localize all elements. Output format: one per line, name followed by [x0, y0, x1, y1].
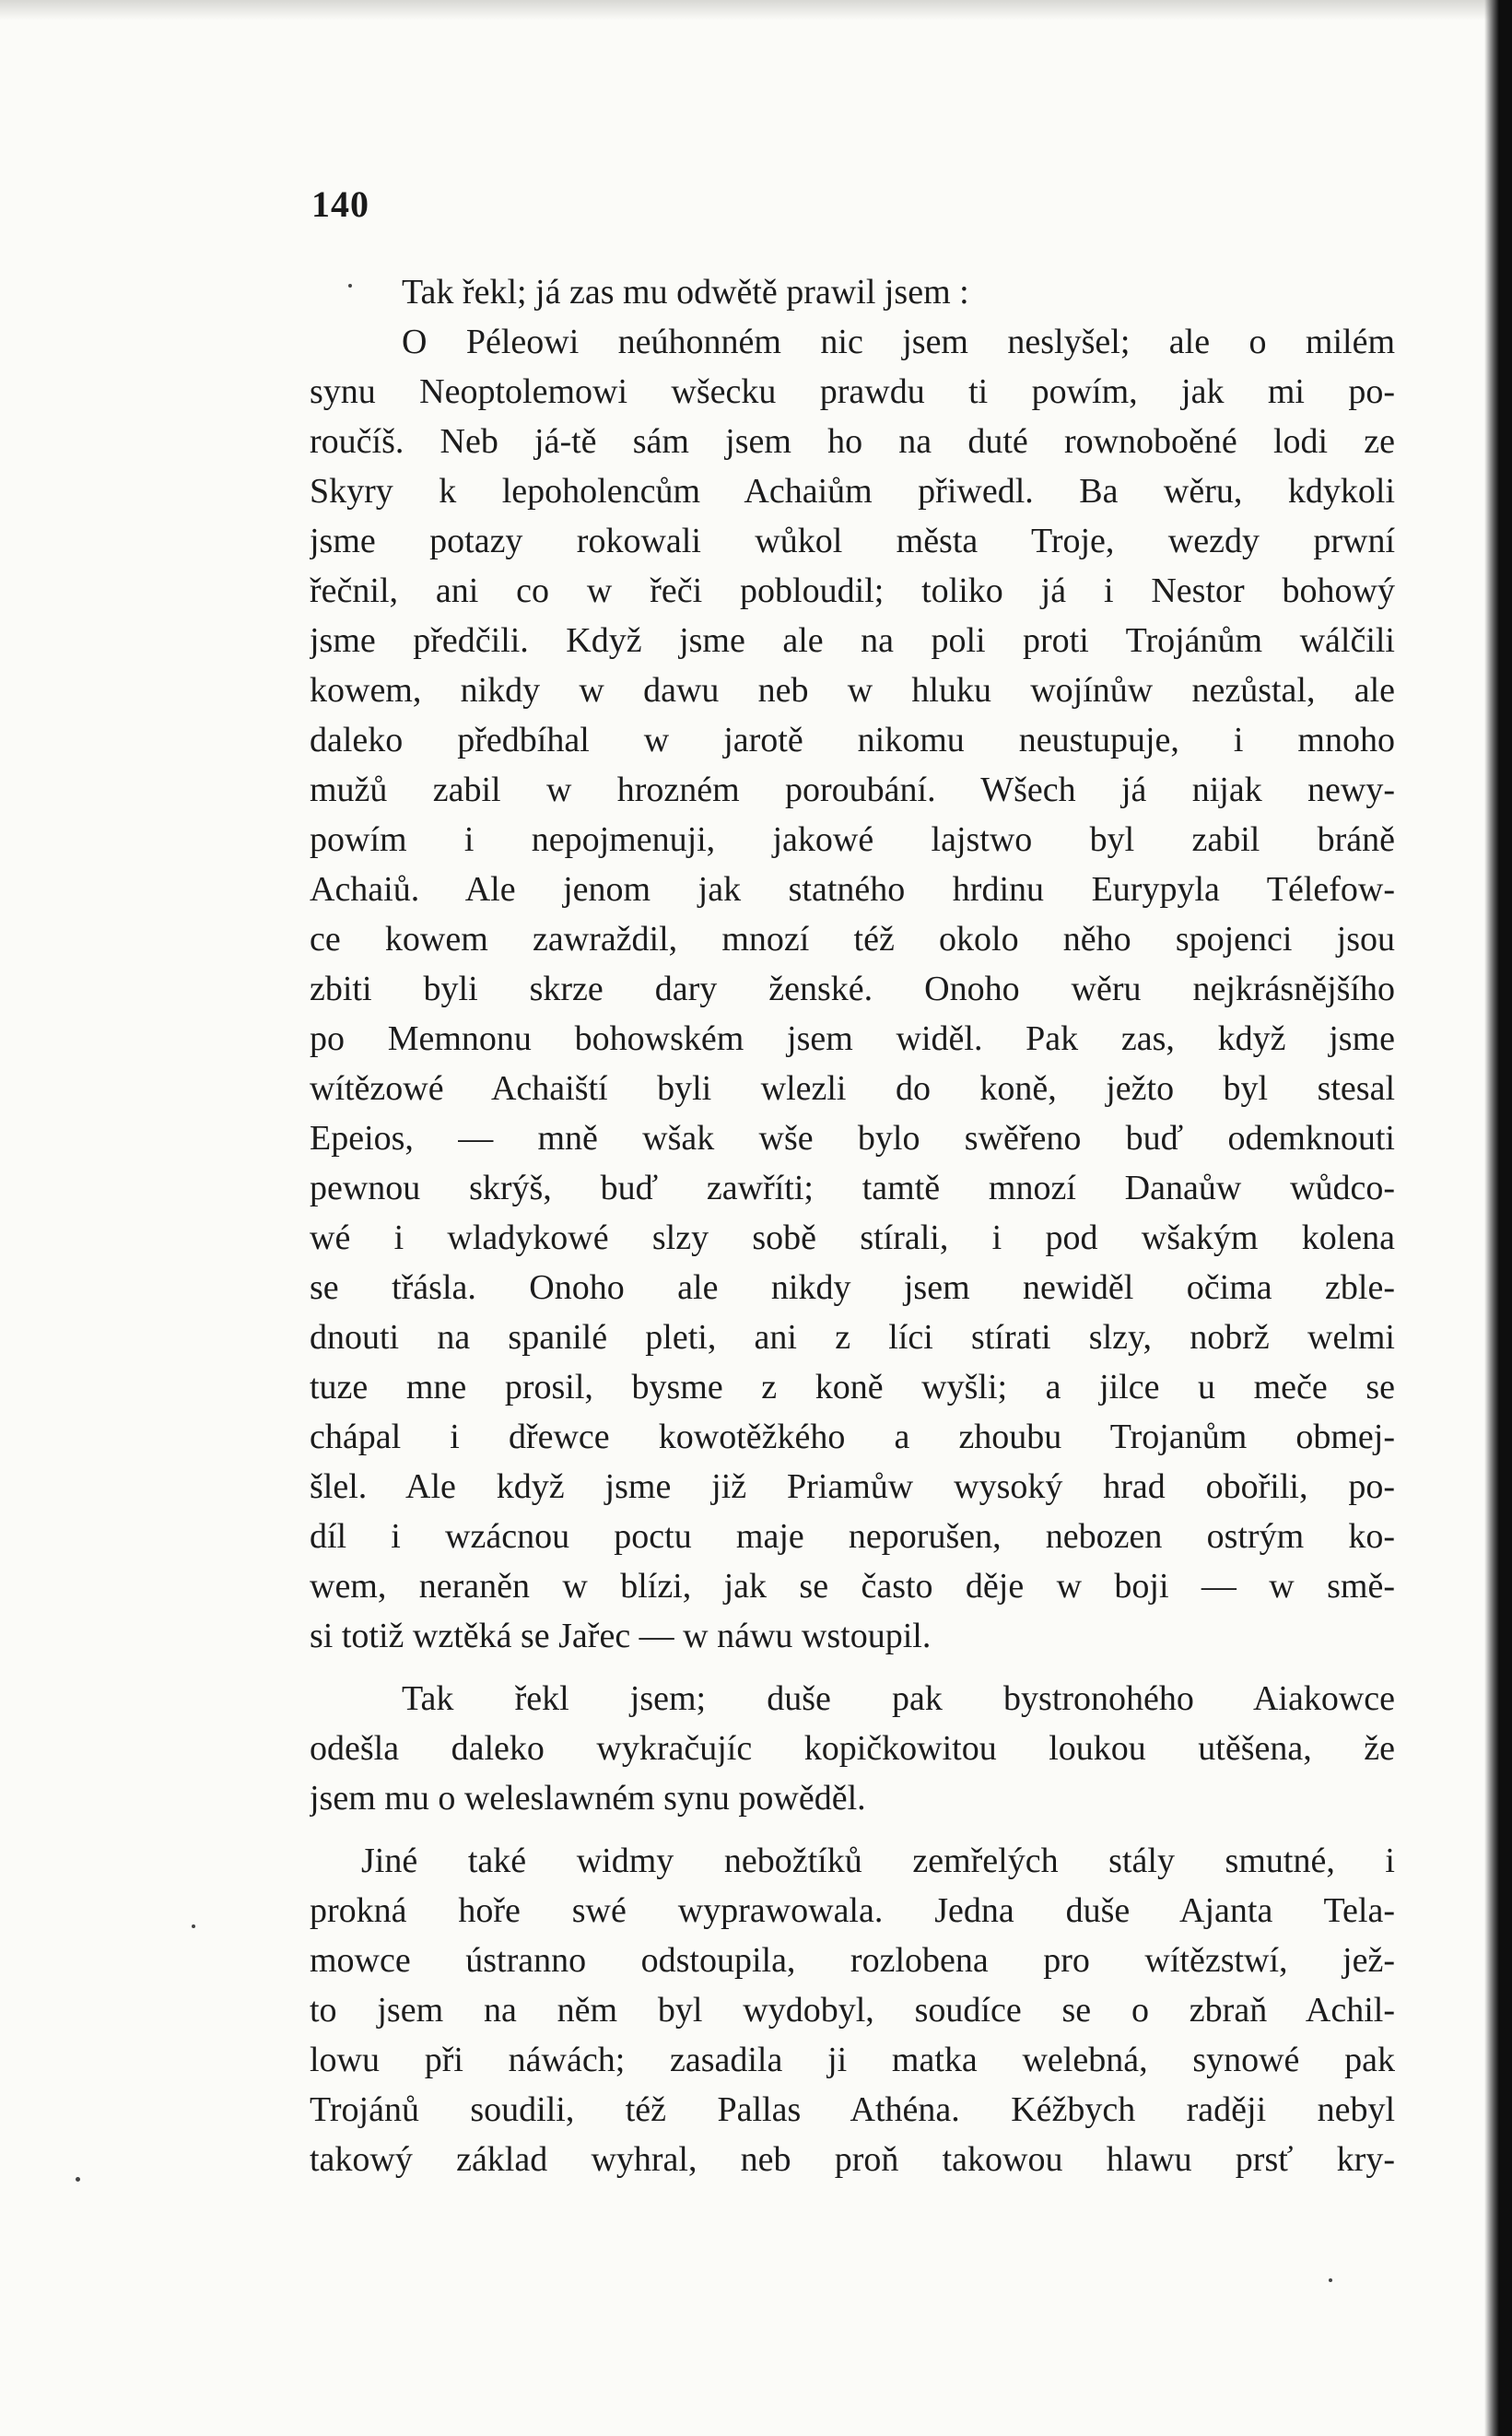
text-line: Trojánů soudili, též Pallas Athéna. Kéžbych raději nebyl [310, 2090, 1395, 2129]
text-line: Tak řekl jsem; duše pak bystronohého Aiakowce [402, 1679, 1395, 1718]
text-line: řečnil, ani co w řeči pobloudil; toliko já i Nestor bohowý [310, 571, 1395, 610]
text-line: jsme předčili. Když jsme ale na poli proti Trojánům wálčili [310, 621, 1395, 660]
text-line: jsem mu o weleslawném synu powěděl. [310, 1779, 866, 1818]
text-line: Epeios, — mně wšak wše bylo swěřeno buď odemknouti [310, 1119, 1395, 1158]
text-line: prokná hoře swé wyprawowala. Jedna duše Ajanta Tela- [310, 1891, 1395, 1930]
text-line: takowý základ wyhral, neb proň takowou hlawu prsť kry- [310, 2140, 1395, 2179]
text-line: díl i wzácnou poctu maje neporušen, nebozen ostrým ko- [310, 1517, 1395, 1556]
paragraph-gap [310, 1661, 1395, 1674]
text-line: lowu při náwách; zasadila ji matka welebná, synowé pak [310, 2041, 1395, 2079]
text-line: pewnou skrýš, buď zawříti; tamtě mnozí Danaůw wůdco- [310, 1169, 1395, 1207]
scan-speck [1329, 2278, 1332, 2282]
text-line: roučíš. Neb já-tě sám jsem ho na duté rownoboěné lodi ze [310, 422, 1395, 461]
page-number: 140 [311, 183, 369, 225]
body-text [310, 267, 1395, 2184]
text-line: wítězowé Achaiští byli wlezli do koně, ježto byl stesal [310, 1069, 1395, 1108]
text-line: tuze mne prosil, bysme z koně wyšli; a jilce u meče se [310, 1368, 1395, 1406]
text-line: šlel. Ale když jsme již Priamůw wysoký hrad obořili, po- [310, 1467, 1395, 1506]
text-line: wem, neraněn w blízi, jak se často děje w boji — w smě- [310, 1567, 1395, 1606]
text-line: powím i nepojmenuji, jakowé lajstwo byl zabil bráně [310, 820, 1395, 859]
text-line: Achaiů. Ale jenom jak statného hrdinu Eurypyla Télefow- [310, 870, 1395, 909]
text-line: daleko předbíhal w jarotě nikomu neustupuje, i mnoho [310, 721, 1395, 759]
scan-speck [76, 2177, 80, 2182]
text-line: Tak řekl; já zas mu odwětě prawil jsem : [402, 273, 969, 312]
text-line: mužů zabil w hrozném poroubání. Wšech já nijak newy- [310, 771, 1395, 809]
text-line: Skyry k lepoholencům Achaiům přiwedl. Ba wěru, kdykoli [310, 472, 1395, 511]
text-line: zbiti byli skrze dary ženské. Onoho wěru nejkrásnějšího [310, 970, 1395, 1008]
paragraph-gap [310, 1823, 1395, 1836]
scan-edge-top [0, 0, 1512, 20]
text-line: dnouti na spanilé pleti, ani z líci stírati slzy, nobrž welmi [310, 1318, 1395, 1357]
text-line: odešla daleko wykračujíc kopičkowitou loukou utěšena, že [310, 1729, 1395, 1768]
text-line: jsme potazy rokowali wůkol města Troje, wezdy prwní [310, 522, 1395, 560]
text-line: O Péleowi neúhonném nic jsem neslyšel; ale o milém [402, 323, 1395, 361]
text-line: kowem, nikdy w dawu neb w hluku wojínůw nezůstal, ale [310, 671, 1395, 710]
text-line: to jsem na něm byl wydobyl, soudíce se o zbraň Achil- [310, 1991, 1395, 2030]
text-line: se třásla. Onoho ale nikdy jsem newiděl očima zble- [310, 1268, 1395, 1307]
scan-speck [192, 1924, 195, 1928]
text-line: po Memnonu bohowském jsem widěl. Pak zas, když jsme [310, 1019, 1395, 1058]
scan-edge-right [1484, 0, 1512, 2436]
text-line: si totiž wztěká se Jařec — w náwu wstoupil. [310, 1617, 932, 1655]
text-line: Jiné také widmy nebožtíků zemřelých stály smutné, i [361, 1842, 1395, 1880]
text-line: chápal i dřewce kowotěžkého a zhoubu Trojanům obmej- [310, 1418, 1395, 1456]
text-line: wé i wladykowé slzy sobě stírali, i pod wšakým kolena [310, 1218, 1395, 1257]
text-line: ce kowem zawraždil, mnozí též okolo něho spojenci jsou [310, 920, 1395, 959]
text-line: mowce ústranno odstoupila, rozlobena pro wítězstwí, jež- [310, 1941, 1395, 1980]
text-line: synu Neoptolemowi wšecku prawdu ti powím, jak mi po- [310, 372, 1395, 411]
